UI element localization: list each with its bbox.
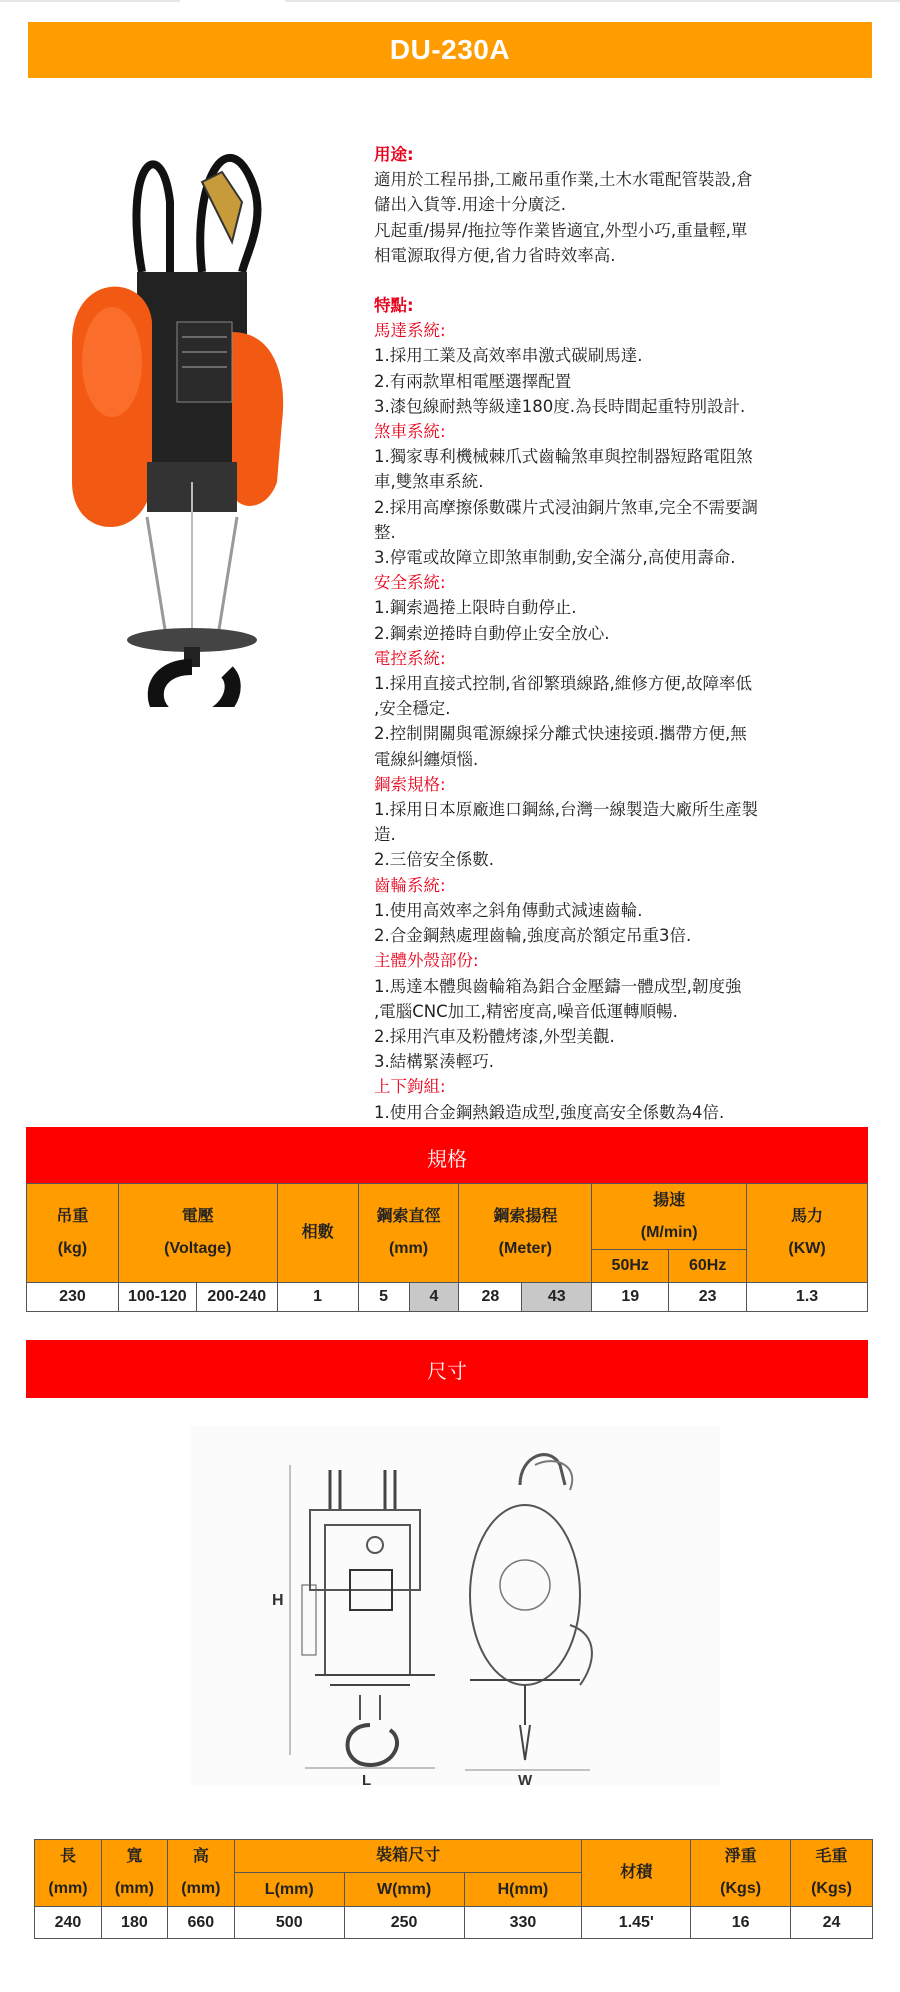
value-speed-50hz: 19 <box>592 1283 669 1312</box>
section-line: 1.馬達本體與齒輪箱為鋁合金壓鑄一體成型,韌度強 <box>374 976 742 996</box>
section-line: 2.三倍安全係數. <box>374 850 494 870</box>
value-rope-dia-1: 5 <box>358 1283 409 1312</box>
section-line: 2.鋼索逆捲時自動停止安全放心. <box>374 623 610 643</box>
header-power: 馬力 (KW) <box>747 1184 868 1283</box>
value-box-w: 250 <box>344 1907 464 1939</box>
value-voltage-2: 200-240 <box>196 1283 277 1312</box>
usage-heading: 用途: <box>374 145 414 164</box>
value-box-h: 330 <box>464 1907 582 1939</box>
value-box-l: 500 <box>234 1907 344 1939</box>
page-title: DU-230A <box>28 22 872 78</box>
header-box-w: W(mm) <box>344 1873 464 1907</box>
section-line: 3.結構緊湊輕巧. <box>374 1052 494 1072</box>
section-title-gear: 齒輪系統: <box>374 875 446 895</box>
label-w: W <box>518 1772 533 1785</box>
dimension-bar: 尺寸 <box>26 1340 868 1398</box>
label-l: L <box>362 1772 372 1785</box>
section-line: 1.採用日本原廠進口鋼絲,台灣一線製造大廠所生產製 <box>374 800 758 820</box>
value-load: 230 <box>27 1283 119 1312</box>
value-power: 1.3 <box>747 1283 868 1312</box>
section-line: 電線糾纏煩惱. <box>374 749 479 769</box>
header-gross-weight: 毛重 (Kgs) <box>791 1840 873 1907</box>
section-line: ,安全穩定. <box>374 699 451 719</box>
section-line: ,電腦CNC加工,精密度高,噪音低運轉順暢. <box>374 1001 678 1021</box>
section-title-motor: 馬達系統: <box>374 321 446 341</box>
value-phase: 1 <box>277 1283 358 1312</box>
spec-bar: 規格 <box>26 1127 868 1185</box>
section-line: 3.漆包線耐熱等級達180度.為長時間起重特別設計. <box>374 396 746 416</box>
header-net-weight: 淨重 (Kgs) <box>691 1840 791 1907</box>
dimension-drawing <box>190 1425 720 1785</box>
section-title-control: 電控系統: <box>374 648 446 668</box>
section-title-safety: 安全系統: <box>374 573 446 593</box>
header-packing: 裝箱尺寸 <box>234 1840 582 1873</box>
section-line: 3.停電或故障立即煞車制動,安全滿分,高使用壽命. <box>374 548 736 568</box>
top-divider <box>285 0 900 2</box>
usage-line: 儲出入貨等.用途十分廣泛. <box>374 195 566 215</box>
section-title-rope: 鋼索規格: <box>374 774 446 794</box>
section-line: 1.鋼索過捲上限時自動停止. <box>374 598 577 618</box>
value-volume: 1.45' <box>582 1907 691 1939</box>
value-width: 180 <box>101 1907 167 1939</box>
header-50hz: 50Hz <box>592 1250 669 1283</box>
section-line: 1.使用高效率之斜角傳動式減速齒輪. <box>374 900 643 920</box>
header-lift: 鋼索揚程 (Meter) <box>459 1184 592 1283</box>
header-length: 長 (mm) <box>35 1840 102 1907</box>
value-net-weight: 16 <box>691 1907 791 1939</box>
section-line: 1.採用工業及高效率串激式碳刷馬達. <box>374 346 643 366</box>
section-line: 1.採用直接式控制,省卻繁瑣線路,維修方便,故障率低 <box>374 674 752 694</box>
header-box-l: L(mm) <box>234 1873 344 1907</box>
spec-table <box>26 1183 868 1312</box>
product-description <box>374 142 814 1125</box>
section-title-hook: 上下鉤組: <box>374 1077 446 1097</box>
header-rope-diameter: 鋼索直徑 (mm) <box>358 1184 459 1283</box>
section-title-brake: 煞車系統: <box>374 422 446 442</box>
header-60hz: 60Hz <box>669 1250 747 1283</box>
section-line: 2.採用高摩擦係數碟片式浸油銅片煞車,完全不需要調 <box>374 497 758 517</box>
value-lift-1: 28 <box>459 1283 522 1312</box>
section-line: 2.控制開關與電源線採分離式快速接頭.攜帶方便,無 <box>374 724 747 744</box>
header-voltage: 電壓 (Voltage) <box>118 1184 277 1283</box>
dimension-table <box>34 1839 873 1939</box>
value-voltage-1: 100-120 <box>118 1283 196 1312</box>
label-h: H <box>272 1592 284 1609</box>
section-line: 1.使用合金鋼熱鍛造成型,強度高安全係數為4倍. <box>374 1102 725 1122</box>
top-divider <box>0 0 180 2</box>
header-volume: 材積 <box>582 1840 691 1907</box>
section-line: 整. <box>374 522 396 542</box>
section-line: 1.獨家專利機械棘爪式齒輪煞車與控制器短路電阻煞 <box>374 447 753 467</box>
usage-line: 相電源取得方便,省力省時效率高. <box>374 245 616 265</box>
header-width: 寬 (mm) <box>101 1840 167 1907</box>
value-speed-60hz: 23 <box>669 1283 747 1312</box>
value-height: 660 <box>167 1907 234 1939</box>
usage-line: 適用於工程吊掛,工廠吊重作業,土木水電配管裝設,倉 <box>374 170 753 190</box>
header-box-h: H(mm) <box>464 1873 582 1907</box>
value-lift-2: 43 <box>522 1283 592 1312</box>
value-rope-dia-2: 4 <box>409 1283 459 1312</box>
value-gross-weight: 24 <box>791 1907 873 1939</box>
header-height: 高 (mm) <box>167 1840 234 1907</box>
section-title-housing: 主體外殼部份: <box>374 951 479 971</box>
section-line: 2.有兩款單相電壓選擇配置 <box>374 371 572 391</box>
section-line: 造. <box>374 825 396 845</box>
value-length: 240 <box>35 1907 102 1939</box>
product-photo <box>52 122 297 707</box>
section-line: 2.合金鋼熱處理齒輪,強度高於額定吊重3倍. <box>374 926 692 946</box>
header-load: 吊重 (kg) <box>27 1184 119 1283</box>
features-heading: 特點: <box>374 296 414 316</box>
header-phase: 相數 <box>277 1184 358 1283</box>
section-line: 車,雙煞車系統. <box>374 472 484 492</box>
usage-line: 凡起重/揚昇/拖拉等作業皆適宜,外型小巧,重量輕,單 <box>374 220 748 240</box>
header-speed: 揚速 (M/min) <box>592 1184 747 1250</box>
section-line: 2.採用汽車及粉體烤漆,外型美觀. <box>374 1026 615 1046</box>
